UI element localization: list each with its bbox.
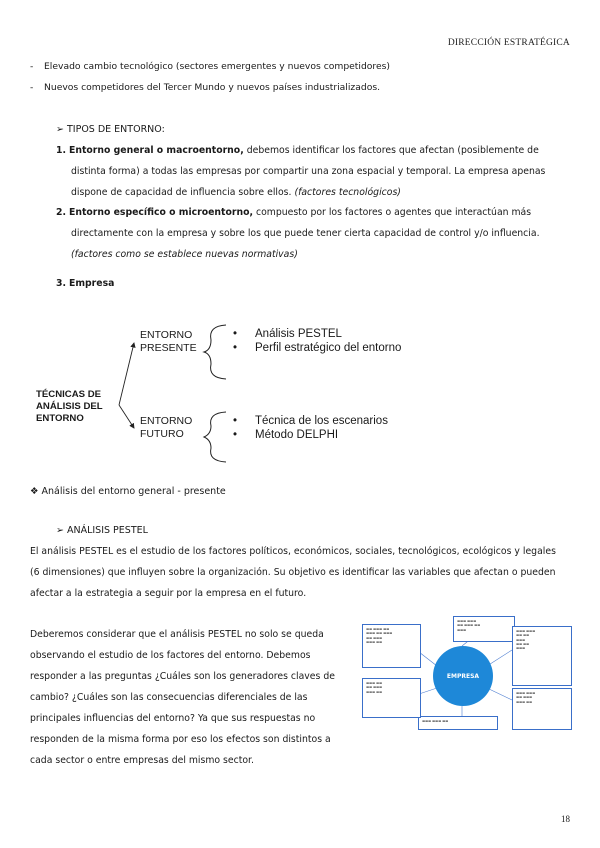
section-heading-tipos: ➢ TIPOS DE ENTORNO: [56, 124, 165, 135]
pestel-box-legales: ▬▬▬ ▬▬ ▬▬ ▬▬▬ ▬▬▬ ▬▬ [362, 678, 421, 718]
list-item: • Técnica de los escenarios [233, 415, 388, 427]
list-item-text: Nuevos competidores del Tercer Mundo y nuevos países industrializados. [44, 82, 381, 93]
list-item: • Análisis PESTEL [233, 328, 342, 340]
item-title: Entorno específico o microentorno, [68, 207, 253, 218]
list-item-text: Elevado cambio tecnológico (sectores emergentes y nuevos competidores) [44, 61, 391, 72]
pestel-box-sociales: ▬▬▬ ▬▬▬ ▬▬ ▬▬ ▬▬▬ ▬▬ ▬▬ ▬▬▬ [512, 626, 572, 686]
dash-marker: - [30, 61, 34, 72]
pestel-paragraph-2: Deberemos considerar que el análisis PESTEL no solo se queda observando el estudio de los factores del entorno. Debemos responder a las preguntas ¿Cuáles son los generadores claves de cambio? ¿Cuáles son las consecuencias diferenciales de las principales influencias del entorno? Ya que sus respuestas no responden de la misma forma por eso los efectos son distintos a cada sector o entre empresas del mismo sector. [30, 629, 335, 766]
dash-marker: - [30, 82, 34, 93]
pestel-box-tecnologicos: ▬▬▬ ▬▬▬ ▬▬ ▬▬▬ ▬▬▬ ▬▬ [512, 688, 572, 730]
item-number: 3. [56, 278, 67, 289]
item-text: dispone de capacidad de influencia sobre ellos. [71, 187, 292, 198]
pestel-box-economicos: ▬▬▬ ▬▬▬ ▬▬ ▬▬▬ ▬▬ ▬▬▬ [453, 616, 515, 642]
pestel-paragraph-1: El análisis PESTEL es el estudio de los factores políticos, económicos, sociales, tecnológicos, ecológicos y legales (6 dimensiones) que influyen sobre la organización. Su objetivo es identificar las variables que afectan o pueden afectar a la estrategia a seguir por la empresa en el futuro. [30, 546, 556, 599]
empresa-node: EMPRESA [433, 646, 493, 706]
item-note: (factores como se establece nuevas normativas) [71, 249, 298, 260]
item-title: Entorno general o macroentorno, [68, 145, 244, 156]
arrow-up [119, 343, 134, 405]
item-note: (factores tecnológicos) [294, 187, 401, 198]
brace-presente [204, 325, 226, 379]
pestel-box-politicos: ▬▬ ▬▬▬ ▬▬ ▬▬▬ ▬▬ ▬▬▬ ▬▬ ▬▬▬ ▬▬▬ ▬▬ [362, 624, 421, 668]
techniques-label: TÉCNICAS DE ANÁLISIS DEL ENTORNO [36, 389, 103, 424]
item-number: 2. [56, 207, 67, 218]
item-text: directamente con la empresa y sobre los que puede tener cierta capacidad de control y/o influencia. [71, 228, 540, 239]
item-text: debemos identificar los factores que afectan (posiblemente de [246, 145, 539, 156]
entorno-presente-label: ENTORNO PRESENTE [140, 329, 197, 354]
entorno-futuro-label: ENTORNO FUTURO [140, 415, 193, 440]
section-heading-pestel: ➢ ANÁLISIS PESTEL [56, 525, 148, 536]
item-text: compuesto por los factores o agentes que interactúan más [255, 207, 532, 218]
list-item: • Perfil estratégico del entorno [233, 342, 402, 354]
page-number: 18 [561, 814, 570, 824]
running-header: DIRECCIÓN ESTRATÉGICA [447, 38, 570, 48]
section-heading-analisis-general: ❖ Análisis del entorno general - presente [30, 486, 226, 497]
pestel-box-ecologicos: ▬▬▬ ▬▬▬ ▬▬ [418, 716, 498, 730]
futuro-bullets [233, 414, 388, 442]
brace-futuro [204, 412, 226, 462]
pestel-figure [362, 616, 572, 728]
item-text: distinta forma) a todas las empresas por compartir una zona espacial y temporal. La empresa apenas [71, 166, 546, 177]
presente-bullets [233, 327, 401, 355]
item-number: 1. [56, 145, 67, 156]
list-item: • Método DELPHI [233, 429, 339, 441]
item-title: Empresa [68, 278, 115, 289]
arrow-down [119, 405, 134, 428]
